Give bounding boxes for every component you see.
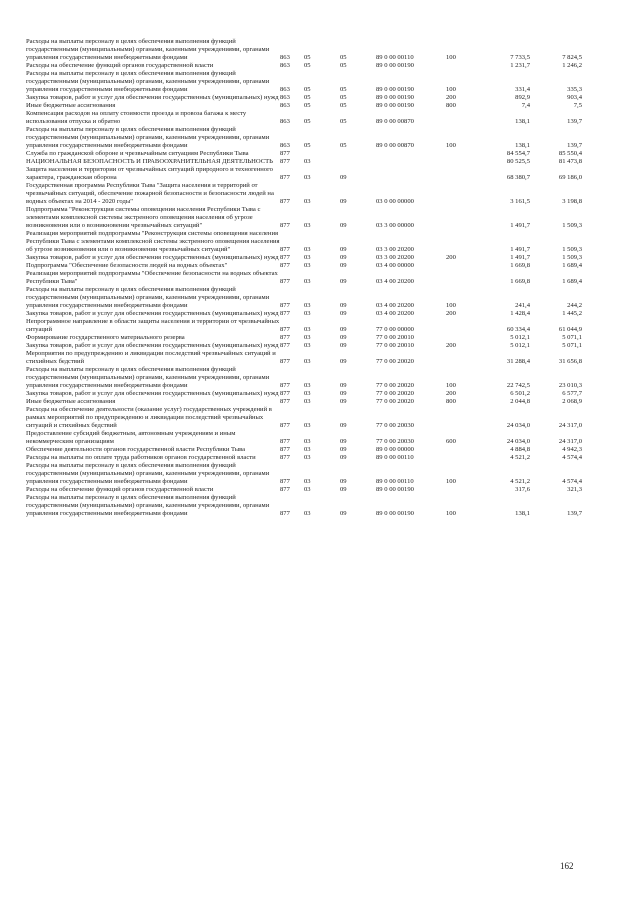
cell-amount-2: 5 071,1 <box>562 342 582 349</box>
row-name: Расходы на обеспечение функций органов государственной власти <box>26 62 214 69</box>
cell-expense-type: 100 <box>446 302 456 309</box>
cell-glava: 863 <box>280 54 290 61</box>
cell-target-article: 89 0 00 00190 <box>376 86 414 93</box>
cell-target-article: 77 0 00 20020 <box>376 382 414 389</box>
cell-razdel: 03 <box>304 254 311 261</box>
cell-razdel: 03 <box>304 486 311 493</box>
cell-podrazdel: 09 <box>340 198 347 205</box>
cell-amount-2: 69 186,0 <box>558 174 582 181</box>
cell-razdel: 03 <box>304 454 311 461</box>
cell-expense-type <box>446 270 482 286</box>
cell-amount-2: 1 246,2 <box>562 62 582 69</box>
cell-target-article: 89 0 00 00000 <box>376 446 414 453</box>
row-name: Предоставление субсидий бюджетным, автономным учреждениям и иным некоммерческим организациям <box>26 430 236 445</box>
cell-razdel: 03 <box>304 326 311 333</box>
cell-amount-1: 4 521,2 <box>510 478 530 485</box>
cell-target-article: 77 0 00 20010 <box>376 334 414 341</box>
row-name: Закупка товаров, работ и услуг для обеспечения государственных (муниципальных) нужд <box>26 342 279 349</box>
cell-razdel: 03 <box>304 478 311 485</box>
cell-amount-2: 4 574,4 <box>562 478 582 485</box>
cell-glava: 877 <box>280 246 290 253</box>
cell-razdel: 03 <box>304 278 311 285</box>
cell-target-article: 77 0 00 20010 <box>376 342 414 349</box>
cell-target-article: 89 0 00 00190 <box>376 62 414 69</box>
cell-podrazdel <box>340 150 376 158</box>
cell-razdel: 03 <box>304 198 311 205</box>
cell-expense-type: 100 <box>446 382 456 389</box>
cell-razdel: 03 <box>304 358 311 365</box>
table-row <box>26 62 582 70</box>
cell-target-article <box>376 158 446 166</box>
cell-amount-2: 7 824,5 <box>562 54 582 61</box>
cell-amount-1: 5 012,1 <box>510 342 530 349</box>
cell-glava: 877 <box>280 358 290 365</box>
row-name: Подпрограмма "Реконструкция системы оповещения населения Республики Тыва с элементами комплексной системы экстренного оповещения населения об угрозе возникновения или о возникновении чрезвычайных ситуаций" <box>26 206 261 229</box>
cell-razdel: 03 <box>304 246 311 253</box>
table-row <box>26 398 582 406</box>
table-row <box>26 486 582 494</box>
cell-expense-type <box>446 166 482 182</box>
cell-glava: 877 <box>280 438 290 445</box>
cell-target-article: 89 0 00 00190 <box>376 486 414 493</box>
cell-expense-type <box>446 486 482 494</box>
cell-expense-type <box>446 262 482 270</box>
cell-podrazdel: 09 <box>340 510 347 517</box>
row-name: Расходы на выплаты персоналу в целях обеспечения выполнения функций государственными (муниципальными) органами, казенными учреждениями, органами управления государственными внебюджетными фондами <box>26 366 270 389</box>
cell-razdel: 03 <box>304 158 311 165</box>
cell-razdel: 05 <box>304 62 311 69</box>
cell-razdel: 03 <box>304 302 311 309</box>
cell-razdel: 03 <box>304 382 311 389</box>
cell-amount-2: 24 317,0 <box>558 438 582 445</box>
table-row <box>26 270 582 286</box>
cell-target-article: 89 0 00 00190 <box>376 510 414 517</box>
cell-glava: 877 <box>280 486 290 493</box>
row-name: Обеспечение деятельности органов государственной власти Республики Тыва <box>26 446 246 453</box>
cell-podrazdel: 09 <box>340 422 347 429</box>
cell-expense-type: 200 <box>446 390 456 397</box>
cell-target-article: 89 0 00 00870 <box>376 142 414 149</box>
cell-expense-type: 100 <box>446 510 456 517</box>
cell-razdel: 03 <box>304 342 311 349</box>
row-name: Реализация мероприятий подпрограммы "Реконструкция системы оповещения населения Республики Тыва с элементами комплексной системы экстренного оповещения населения об угрозе возникновения или о возникновении чрезвычайных ситуаций" <box>26 230 280 253</box>
cell-glava: 863 <box>280 142 290 149</box>
cell-expense-type: 800 <box>446 398 456 405</box>
cell-target-article <box>376 166 446 182</box>
cell-podrazdel: 09 <box>340 342 347 349</box>
cell-amount-1: 138,1 <box>515 142 530 149</box>
cell-amount-2: 61 044,9 <box>558 326 582 333</box>
cell-podrazdel: 05 <box>340 94 347 101</box>
cell-podrazdel: 05 <box>340 142 347 149</box>
cell-glava: 877 <box>280 174 290 181</box>
cell-target-article: 89 0 00 00110 <box>376 478 414 485</box>
cell-expense-type <box>446 206 482 230</box>
table-row <box>26 454 582 462</box>
cell-amount-1: 68 380,7 <box>506 174 530 181</box>
cell-podrazdel: 09 <box>340 310 347 317</box>
cell-amount-1: 22 742,5 <box>506 382 530 389</box>
row-name: Формирование государственного материального резерва <box>26 334 185 341</box>
cell-razdel: 03 <box>304 334 311 341</box>
cell-expense-type <box>446 446 482 454</box>
table-row <box>26 494 582 518</box>
cell-amount-1: 892,9 <box>515 94 530 101</box>
table-row <box>26 94 582 102</box>
cell-amount-1: 4 521,2 <box>510 454 530 461</box>
cell-amount-1: 1 231,7 <box>510 62 530 69</box>
cell-podrazdel: 09 <box>340 262 347 269</box>
cell-podrazdel: 09 <box>340 446 347 453</box>
cell-amount-2: 31 656,8 <box>558 358 582 365</box>
cell-target-article: 89 0 00 00870 <box>376 118 414 125</box>
cell-amount-1: 80 525,5 <box>506 158 530 165</box>
cell-glava: 877 <box>280 310 290 317</box>
cell-amount-1: 138,1 <box>515 510 530 517</box>
row-name: Иные бюджетные ассигнования <box>26 102 116 109</box>
row-name: Компенсация расходов на оплату стоимости проезда и провоза багажа к месту использования отпуска и обратно <box>26 110 247 125</box>
cell-glava: 877 <box>280 150 290 157</box>
cell-expense-type: 100 <box>446 142 456 149</box>
cell-amount-2: 81 473,8 <box>558 158 582 165</box>
cell-amount-2: 139,7 <box>567 142 582 149</box>
cell-glava: 863 <box>280 94 290 101</box>
cell-amount-2: 3 198,8 <box>562 198 582 205</box>
cell-razdel <box>304 150 340 158</box>
cell-amount-1: 1 428,4 <box>510 310 530 317</box>
cell-target-article: 03 0 00 00000 <box>376 198 414 205</box>
cell-glava: 877 <box>280 254 290 261</box>
row-name: Реализация мероприятий подпрограммы "Обеспечение безопасности на водных объектах Республики Тыва" <box>26 270 278 285</box>
cell-amount-1: 331,4 <box>515 86 530 93</box>
cell-expense-type: 200 <box>446 310 456 317</box>
cell-glava: 863 <box>280 102 290 109</box>
cell-amount-2: 6 577,7 <box>562 390 582 397</box>
cell-expense-type: 600 <box>446 438 456 445</box>
table-row <box>26 406 582 430</box>
table-row <box>26 102 582 110</box>
cell-amount-1: 24 034,0 <box>506 438 530 445</box>
cell-expense-type <box>446 62 482 70</box>
cell-podrazdel <box>340 158 376 166</box>
page-number: 162 <box>560 861 574 871</box>
cell-amount-1: 5 012,1 <box>510 334 530 341</box>
cell-razdel: 03 <box>304 446 311 453</box>
cell-glava: 877 <box>280 382 290 389</box>
row-name: Служба по гражданской обороне и чрезвычайным ситуациям Республики Тыва <box>26 150 249 157</box>
cell-amount-2: 5 071,1 <box>562 334 582 341</box>
cell-amount-2: 321,3 <box>567 486 582 493</box>
cell-razdel: 03 <box>304 390 311 397</box>
table-row <box>26 286 582 310</box>
cell-podrazdel: 05 <box>340 118 347 125</box>
cell-target-article: 77 0 00 20030 <box>376 422 414 429</box>
table-row <box>26 262 582 270</box>
table-row <box>26 206 582 230</box>
cell-glava: 877 <box>280 446 290 453</box>
cell-podrazdel: 09 <box>340 246 347 253</box>
cell-podrazdel: 09 <box>340 254 347 261</box>
table-row <box>26 366 582 390</box>
row-name: Непрограммное направление в области защиты населения и территории от чрезвычайных ситуаций <box>26 318 280 333</box>
cell-glava: 877 <box>280 478 290 485</box>
table-row <box>26 342 582 350</box>
row-name: Расходы на обеспечение деятельности (оказание услуг) государственных учреждений в рамках мероприятий по предупреждению и ликвидации последствий чрезвычайных ситуаций и стихийных бедствий <box>26 406 272 429</box>
cell-amount-1: 1 669,8 <box>510 278 530 285</box>
table-row <box>26 38 582 62</box>
cell-podrazdel: 09 <box>340 486 347 493</box>
cell-amount-2: 85 550,4 <box>558 150 582 157</box>
row-name: Подпрограмма "Обеспечение безопасности людей на водных объектах" <box>26 262 228 269</box>
cell-amount-1: 2 044,8 <box>510 398 530 405</box>
cell-target-article <box>376 150 446 158</box>
cell-target-article: 77 0 00 20030 <box>376 438 414 445</box>
row-name: Расходы на выплаты персоналу в целях обеспечения выполнения функций государственными (муниципальными) органами, казенными учреждениями, органами управления государственными внебюджетными фондами <box>26 462 270 485</box>
cell-glava: 863 <box>280 118 290 125</box>
cell-podrazdel: 09 <box>340 454 347 461</box>
cell-amount-2: 23 010,3 <box>558 382 582 389</box>
budget-table-body <box>26 38 582 518</box>
table-row <box>26 166 582 182</box>
cell-razdel: 03 <box>304 174 311 181</box>
table-row <box>26 182 582 206</box>
row-name: Закупка товаров, работ и услуг для обеспечения государственных (муниципальных) нужд <box>26 94 279 101</box>
cell-podrazdel: 09 <box>340 334 347 341</box>
cell-target-article: 03 3 00 20200 <box>376 254 414 261</box>
cell-target-article: 03 4 00 00000 <box>376 262 414 269</box>
cell-amount-1: 138,1 <box>515 118 530 125</box>
row-name: Расходы на выплаты персоналу в целях обеспечения выполнения функций государственными (муниципальными) органами, казенными учреждениями, органами управления государственными внебюджетными фондами <box>26 286 270 309</box>
cell-expense-type <box>446 454 482 462</box>
cell-target-article: 77 0 00 20020 <box>376 358 414 365</box>
cell-amount-2: 1 689,4 <box>562 262 582 269</box>
row-name: НАЦИОНАЛЬНАЯ БЕЗОПАСНОСТЬ И ПРАВООХРАНИТЕЛЬНАЯ ДЕЯТЕЛЬНОСТЬ <box>26 158 273 165</box>
row-name: Расходы на обеспечение функций органов государственной власти <box>26 486 214 493</box>
row-name: Расходы на выплаты персоналу в целях обеспечения выполнения функций государственными (муниципальными) органами, казенными учреждениями, органами управления государственными внебюджетными фондами <box>26 494 270 517</box>
table-row <box>26 446 582 454</box>
row-name: Расходы на выплаты персоналу в целях обеспечения выполнения функций государственными (муниципальными) органами, казенными учреждениями, органами управления государственными внебюджетными фондами <box>26 126 270 149</box>
cell-amount-1: 1 491,7 <box>510 254 530 261</box>
cell-amount-2: 244,2 <box>567 302 582 309</box>
cell-expense-type <box>446 334 482 342</box>
row-name: Иные бюджетные ассигнования <box>26 398 116 405</box>
cell-amount-1: 4 884,8 <box>510 446 530 453</box>
cell-glava: 877 <box>280 510 290 517</box>
cell-amount-2: 1 445,2 <box>562 310 582 317</box>
cell-amount-2: 1 509,3 <box>562 246 582 253</box>
cell-amount-2: 139,7 <box>567 510 582 517</box>
cell-razdel: 05 <box>304 86 311 93</box>
cell-amount-2: 4 942,3 <box>562 446 582 453</box>
cell-expense-type <box>446 182 482 206</box>
row-name: Расходы на выплаты персоналу в целях обеспечения выполнения функций государственными (муниципальными) органами, казенными учреждениями, органами управления государственными внебюджетными фондами <box>26 70 270 93</box>
row-name: Расходы на выплаты по оплате труда работников органов государственной власти <box>26 454 256 461</box>
cell-amount-1: 1 669,8 <box>510 262 530 269</box>
cell-glava: 877 <box>280 390 290 397</box>
cell-expense-type: 200 <box>446 254 456 261</box>
table-row <box>26 230 582 254</box>
table-row <box>26 150 582 158</box>
cell-amount-1: 7,4 <box>521 102 530 109</box>
cell-glava: 877 <box>280 198 290 205</box>
cell-podrazdel: 09 <box>340 174 347 181</box>
cell-expense-type: 100 <box>446 86 456 93</box>
table-row <box>26 110 582 126</box>
cell-target-article: 03 4 00 20200 <box>376 310 414 317</box>
cell-razdel: 03 <box>304 222 311 229</box>
cell-amount-1: 1 491,7 <box>510 222 530 229</box>
table-row <box>26 462 582 486</box>
cell-expense-type <box>446 230 482 254</box>
cell-expense-type <box>446 350 482 366</box>
cell-podrazdel: 09 <box>340 222 347 229</box>
cell-glava: 877 <box>280 158 290 165</box>
cell-razdel: 05 <box>304 142 311 149</box>
table-row <box>26 334 582 342</box>
cell-razdel: 03 <box>304 398 311 405</box>
cell-razdel: 05 <box>304 54 311 61</box>
cell-target-article: 89 0 00 00190 <box>376 102 414 109</box>
cell-glava: 877 <box>280 222 290 229</box>
cell-amount-1: 3 161,5 <box>510 198 530 205</box>
cell-glava: 863 <box>280 62 290 69</box>
table-row <box>26 254 582 262</box>
cell-razdel: 03 <box>304 262 311 269</box>
cell-amount-2: 1 689,4 <box>562 278 582 285</box>
cell-expense-type <box>446 318 482 334</box>
cell-razdel: 03 <box>304 310 311 317</box>
cell-podrazdel: 05 <box>340 86 347 93</box>
cell-amount-1: 24 034,0 <box>506 422 530 429</box>
cell-razdel: 03 <box>304 438 311 445</box>
cell-glava: 877 <box>280 398 290 405</box>
cell-razdel: 05 <box>304 118 311 125</box>
cell-podrazdel: 09 <box>340 438 347 445</box>
cell-razdel: 05 <box>304 102 311 109</box>
table-row <box>26 430 582 446</box>
cell-razdel: 05 <box>304 94 311 101</box>
cell-podrazdel: 09 <box>340 382 347 389</box>
cell-amount-1: 84 554,7 <box>506 150 530 157</box>
cell-amount-1: 6 501,2 <box>510 390 530 397</box>
row-name: Закупка товаров, работ и услуг для обеспечения государственных (муниципальных) нужд <box>26 390 279 397</box>
cell-expense-type <box>446 406 482 430</box>
cell-amount-1: 241,4 <box>515 302 530 309</box>
cell-amount-1: 7 733,5 <box>510 54 530 61</box>
cell-glava: 877 <box>280 262 290 269</box>
cell-amount-1: 1 491,7 <box>510 246 530 253</box>
cell-expense-type <box>446 158 482 166</box>
cell-podrazdel: 05 <box>340 102 347 109</box>
cell-amount-2: 1 509,3 <box>562 222 582 229</box>
cell-glava: 877 <box>280 326 290 333</box>
cell-target-article: 89 0 00 00110 <box>376 454 414 461</box>
cell-podrazdel: 09 <box>340 398 347 405</box>
cell-glava: 877 <box>280 422 290 429</box>
cell-amount-2: 24 317,0 <box>558 422 582 429</box>
cell-expense-type: 200 <box>446 342 456 349</box>
table-row <box>26 126 582 150</box>
budget-table <box>26 38 582 518</box>
cell-razdel: 03 <box>304 422 311 429</box>
cell-target-article: 03 3 00 20200 <box>376 246 414 253</box>
cell-podrazdel: 09 <box>340 302 347 309</box>
cell-podrazdel: 09 <box>340 390 347 397</box>
cell-amount-2: 7,5 <box>573 102 582 109</box>
cell-expense-type: 100 <box>446 478 456 485</box>
cell-target-article: 03 4 00 20200 <box>376 278 414 285</box>
cell-glava: 877 <box>280 278 290 285</box>
cell-amount-2: 2 068,9 <box>562 398 582 405</box>
cell-glava: 877 <box>280 334 290 341</box>
cell-target-article: 03 4 00 20200 <box>376 302 414 309</box>
cell-expense-type: 100 <box>446 54 456 61</box>
cell-expense-type <box>446 150 482 158</box>
cell-expense-type: 800 <box>446 102 456 109</box>
cell-podrazdel: 05 <box>340 62 347 69</box>
row-name: Государственная программа Республики Тыва "Защита населения и территорий от чрезвычайных ситуаций, обеспечение пожарной безопасности и безопасности людей на водных объектах на 2014 - 2020 годы" <box>26 182 274 205</box>
row-name: Мероприятия по предупреждению и ликвидации последствий чрезвычайных ситуаций и стихийных бедствий <box>26 350 276 365</box>
cell-target-article: 77 0 00 20020 <box>376 398 414 405</box>
row-name: Расходы на выплаты персоналу в целях обеспечения выполнения функций государственными (муниципальными) органами, казенными учреждениями, органами управления государственными внебюджетными фондами <box>26 38 270 61</box>
row-name: Закупка товаров, работ и услуг для обеспечения государственных (муниципальных) нужд <box>26 310 279 317</box>
cell-amount-2: 335,3 <box>567 86 582 93</box>
cell-expense-type: 200 <box>446 94 456 101</box>
cell-glava: 863 <box>280 86 290 93</box>
cell-amount-1: 31 288,4 <box>506 358 530 365</box>
cell-razdel: 03 <box>304 510 311 517</box>
table-row <box>26 350 582 366</box>
cell-target-article: 03 3 00 00000 <box>376 222 414 229</box>
cell-podrazdel: 09 <box>340 478 347 485</box>
cell-target-article: 89 0 00 00190 <box>376 94 414 101</box>
cell-target-article: 77 0 00 00000 <box>376 326 414 333</box>
cell-amount-2: 1 509,3 <box>562 254 582 261</box>
cell-expense-type <box>446 110 482 126</box>
cell-glava: 877 <box>280 454 290 461</box>
table-row <box>26 390 582 398</box>
cell-amount-1: 60 334,4 <box>506 326 530 333</box>
cell-amount-2: 4 574,4 <box>562 454 582 461</box>
table-row <box>26 318 582 334</box>
cell-amount-2: 903,4 <box>567 94 582 101</box>
cell-amount-2: 139,7 <box>567 118 582 125</box>
cell-podrazdel: 05 <box>340 54 347 61</box>
table-row <box>26 310 582 318</box>
table-row <box>26 158 582 166</box>
cell-podrazdel: 09 <box>340 326 347 333</box>
cell-podrazdel: 09 <box>340 278 347 285</box>
row-name: Закупка товаров, работ и услуг для обеспечения государственных (муниципальных) нужд <box>26 254 279 261</box>
table-row <box>26 70 582 94</box>
cell-target-article: 77 0 00 20020 <box>376 390 414 397</box>
cell-target-article: 89 0 00 00110 <box>376 54 414 61</box>
cell-podrazdel: 09 <box>340 358 347 365</box>
cell-amount-1: 317,6 <box>515 486 530 493</box>
cell-glava: 877 <box>280 342 290 349</box>
row-name: Защита населения и территории от чрезвычайных ситуаций природного и техногенного характера, гражданская оборона <box>26 166 273 181</box>
cell-glava: 877 <box>280 302 290 309</box>
